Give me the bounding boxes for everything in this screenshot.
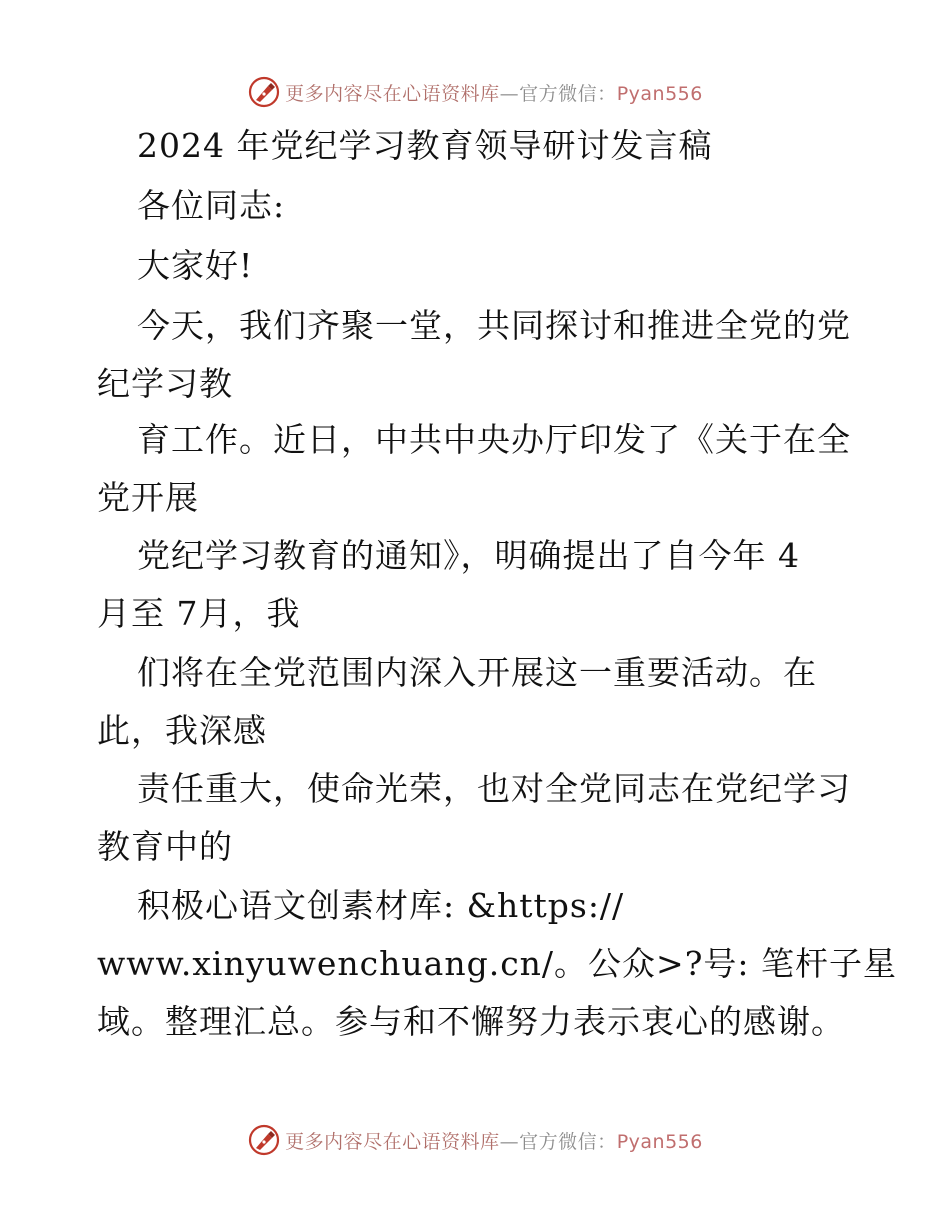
text-line: 教育中的	[97, 827, 233, 866]
text-line: 积极心语文创素材库: &https://	[137, 886, 625, 925]
pen-nib-logo-icon	[247, 75, 281, 109]
text-line: 党开展	[97, 478, 199, 517]
banner-text	[285, 79, 703, 106]
banner-dash: —	[499, 82, 520, 105]
text-line: 域。整理汇总。参与和不懈努力表示衷心的感谢。	[97, 1002, 845, 1041]
banner-text	[285, 1127, 703, 1154]
document-title: 2024 年党纪学习教育领导研讨发言稿	[137, 126, 713, 165]
banner-slogan: 更多内容尽在心语资料库	[285, 82, 500, 105]
text-line: 今天，我们齐聚一堂，共同探讨和推进全党的党	[137, 306, 851, 345]
text-line: 此，我深感	[97, 711, 267, 750]
banner-wechat-id: Pyan556	[616, 1130, 703, 1153]
greeting: 大家好!	[137, 246, 254, 285]
text-line: 党纪学习教育的通知》，明确提出了自今年 4	[137, 536, 800, 575]
banner-slogan: 更多内容尽在心语资料库	[285, 1130, 500, 1153]
header-banner	[0, 72, 950, 112]
text-line: 月至 7月，我	[97, 594, 301, 633]
text-line: 纪学习教	[97, 364, 233, 403]
banner-wechat-label: 官方微信：	[519, 1130, 617, 1153]
banner-dash: —	[499, 1130, 520, 1153]
text-line: 们将在全党范围内深入开展这一重要活动。在	[137, 653, 817, 692]
banner-wechat-id: Pyan556	[616, 82, 703, 105]
banner-wechat-label: 官方微信：	[519, 82, 617, 105]
footer-banner	[0, 1120, 950, 1160]
text-line: www.xinyuwenchuang.cn/。公众>?号: 笔杆子星	[97, 944, 897, 983]
pen-nib-logo-icon	[247, 1123, 281, 1157]
text-line: 育工作。近日，中共中央办厅印发了《关于在全	[137, 420, 851, 459]
text-line: 责任重大，使命光荣，也对全党同志在党纪学习	[137, 769, 851, 808]
salutation: 各位同志:	[137, 186, 286, 225]
